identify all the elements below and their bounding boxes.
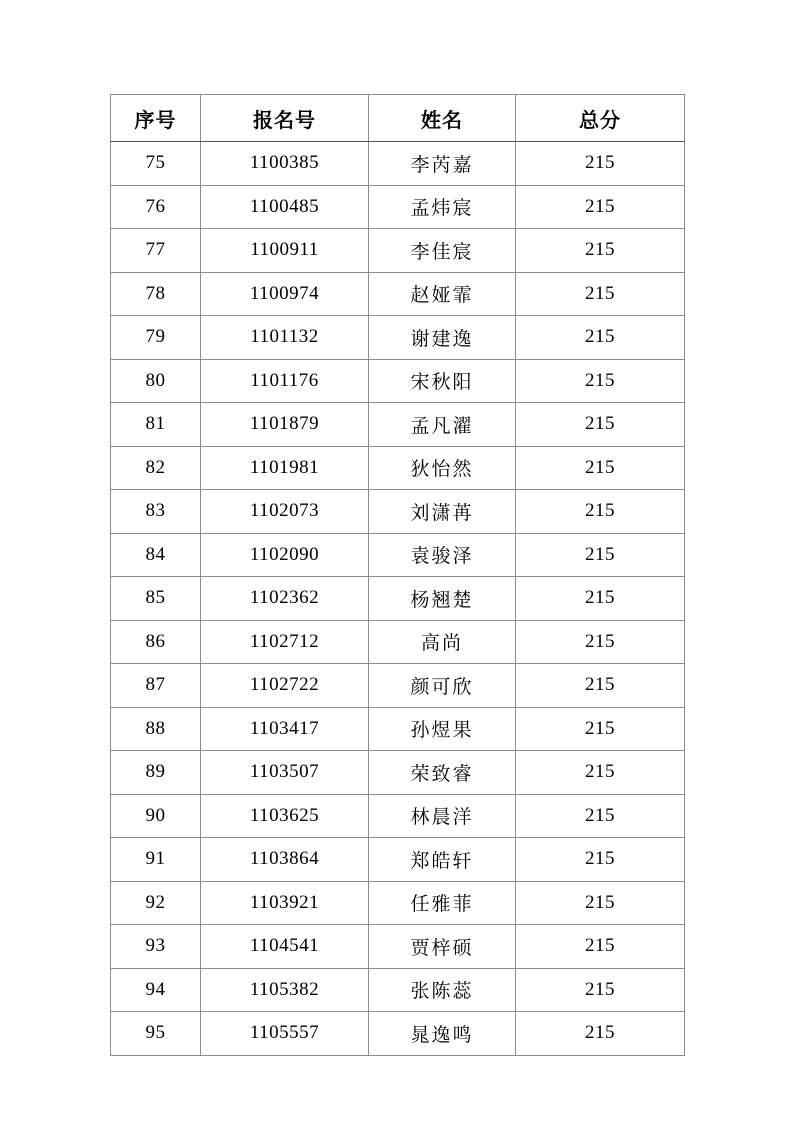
cell-name: 杨翘楚 — [369, 577, 516, 621]
table-header-row — [111, 95, 685, 142]
cell-name: 刘潇苒 — [369, 490, 516, 534]
table-row — [111, 272, 685, 316]
cell-reg: 1105557 — [201, 1012, 369, 1056]
cell-seq: 81 — [111, 403, 201, 447]
cell-reg: 1101176 — [201, 359, 369, 403]
cell-reg: 1101981 — [201, 446, 369, 490]
table-row — [111, 968, 685, 1012]
cell-score: 215 — [516, 838, 685, 882]
table-row — [111, 620, 685, 664]
cell-reg: 1102712 — [201, 620, 369, 664]
column-header-seq: 序号 — [111, 95, 201, 142]
cell-name: 孙煜果 — [369, 707, 516, 751]
cell-reg: 1102090 — [201, 533, 369, 577]
cell-reg: 1100974 — [201, 272, 369, 316]
table-row — [111, 664, 685, 708]
cell-score: 215 — [516, 664, 685, 708]
cell-score: 215 — [516, 577, 685, 621]
cell-score: 215 — [516, 490, 685, 534]
table-row — [111, 359, 685, 403]
cell-seq: 80 — [111, 359, 201, 403]
cell-seq: 91 — [111, 838, 201, 882]
table-row — [111, 229, 685, 273]
table-row — [111, 185, 685, 229]
cell-score: 215 — [516, 359, 685, 403]
table-row — [111, 881, 685, 925]
cell-score: 215 — [516, 794, 685, 838]
cell-seq: 75 — [111, 142, 201, 186]
cell-reg: 1102073 — [201, 490, 369, 534]
column-header-name: 姓名 — [369, 95, 516, 142]
cell-seq: 78 — [111, 272, 201, 316]
cell-name: 谢建逸 — [369, 316, 516, 360]
table-row — [111, 490, 685, 534]
cell-reg: 1102722 — [201, 664, 369, 708]
cell-name: 袁骏泽 — [369, 533, 516, 577]
cell-score: 215 — [516, 620, 685, 664]
cell-name: 李佳宸 — [369, 229, 516, 273]
cell-reg: 1103507 — [201, 751, 369, 795]
table-row — [111, 577, 685, 621]
column-header-score: 总分 — [516, 95, 685, 142]
cell-name: 晁逸鸣 — [369, 1012, 516, 1056]
cell-name: 孟凡濯 — [369, 403, 516, 447]
cell-score: 215 — [516, 925, 685, 969]
cell-seq: 82 — [111, 446, 201, 490]
table-row — [111, 446, 685, 490]
cell-seq: 77 — [111, 229, 201, 273]
cell-seq: 89 — [111, 751, 201, 795]
cell-name: 孟炜宸 — [369, 185, 516, 229]
table-row — [111, 403, 685, 447]
cell-score: 215 — [516, 316, 685, 360]
cell-reg: 1103864 — [201, 838, 369, 882]
cell-score: 215 — [516, 185, 685, 229]
cell-score: 215 — [516, 533, 685, 577]
table-row — [111, 142, 685, 186]
cell-seq: 95 — [111, 1012, 201, 1056]
cell-seq: 90 — [111, 794, 201, 838]
cell-seq: 83 — [111, 490, 201, 534]
cell-reg: 1100911 — [201, 229, 369, 273]
cell-score: 215 — [516, 403, 685, 447]
cell-score: 215 — [516, 968, 685, 1012]
cell-seq: 94 — [111, 968, 201, 1012]
cell-name: 宋秋阳 — [369, 359, 516, 403]
table-row — [111, 533, 685, 577]
cell-score: 215 — [516, 707, 685, 751]
cell-reg: 1101879 — [201, 403, 369, 447]
cell-reg: 1100385 — [201, 142, 369, 186]
cell-seq: 92 — [111, 881, 201, 925]
cell-score: 215 — [516, 1012, 685, 1056]
cell-seq: 85 — [111, 577, 201, 621]
table-row — [111, 751, 685, 795]
cell-score: 215 — [516, 751, 685, 795]
cell-name: 郑皓轩 — [369, 838, 516, 882]
cell-name: 张陈蕊 — [369, 968, 516, 1012]
cell-score: 215 — [516, 142, 685, 186]
cell-reg: 1105382 — [201, 968, 369, 1012]
cell-reg: 1103625 — [201, 794, 369, 838]
cell-name: 赵娅霏 — [369, 272, 516, 316]
cell-name: 颜可欣 — [369, 664, 516, 708]
cell-score: 215 — [516, 881, 685, 925]
table-row — [111, 707, 685, 751]
table-body — [111, 142, 685, 1056]
score-table — [110, 94, 685, 1056]
cell-seq: 88 — [111, 707, 201, 751]
score-table-container — [110, 94, 684, 1056]
cell-seq: 87 — [111, 664, 201, 708]
cell-name: 贾梓硕 — [369, 925, 516, 969]
table-row — [111, 925, 685, 969]
cell-reg: 1103921 — [201, 881, 369, 925]
table-row — [111, 1012, 685, 1056]
cell-score: 215 — [516, 229, 685, 273]
column-header-reg: 报名号 — [201, 95, 369, 142]
cell-reg: 1102362 — [201, 577, 369, 621]
cell-seq: 86 — [111, 620, 201, 664]
cell-reg: 1101132 — [201, 316, 369, 360]
cell-reg: 1104541 — [201, 925, 369, 969]
cell-name: 荣致睿 — [369, 751, 516, 795]
table-row — [111, 838, 685, 882]
cell-seq: 76 — [111, 185, 201, 229]
table-row — [111, 316, 685, 360]
cell-seq: 93 — [111, 925, 201, 969]
cell-score: 215 — [516, 272, 685, 316]
table-row — [111, 794, 685, 838]
cell-name: 李芮嘉 — [369, 142, 516, 186]
cell-score: 215 — [516, 446, 685, 490]
cell-reg: 1103417 — [201, 707, 369, 751]
cell-seq: 79 — [111, 316, 201, 360]
cell-name: 林晨洋 — [369, 794, 516, 838]
cell-name: 任雅菲 — [369, 881, 516, 925]
cell-name: 狄怡然 — [369, 446, 516, 490]
table-header — [111, 95, 685, 142]
cell-name: 高尚 — [369, 620, 516, 664]
cell-seq: 84 — [111, 533, 201, 577]
cell-reg: 1100485 — [201, 185, 369, 229]
